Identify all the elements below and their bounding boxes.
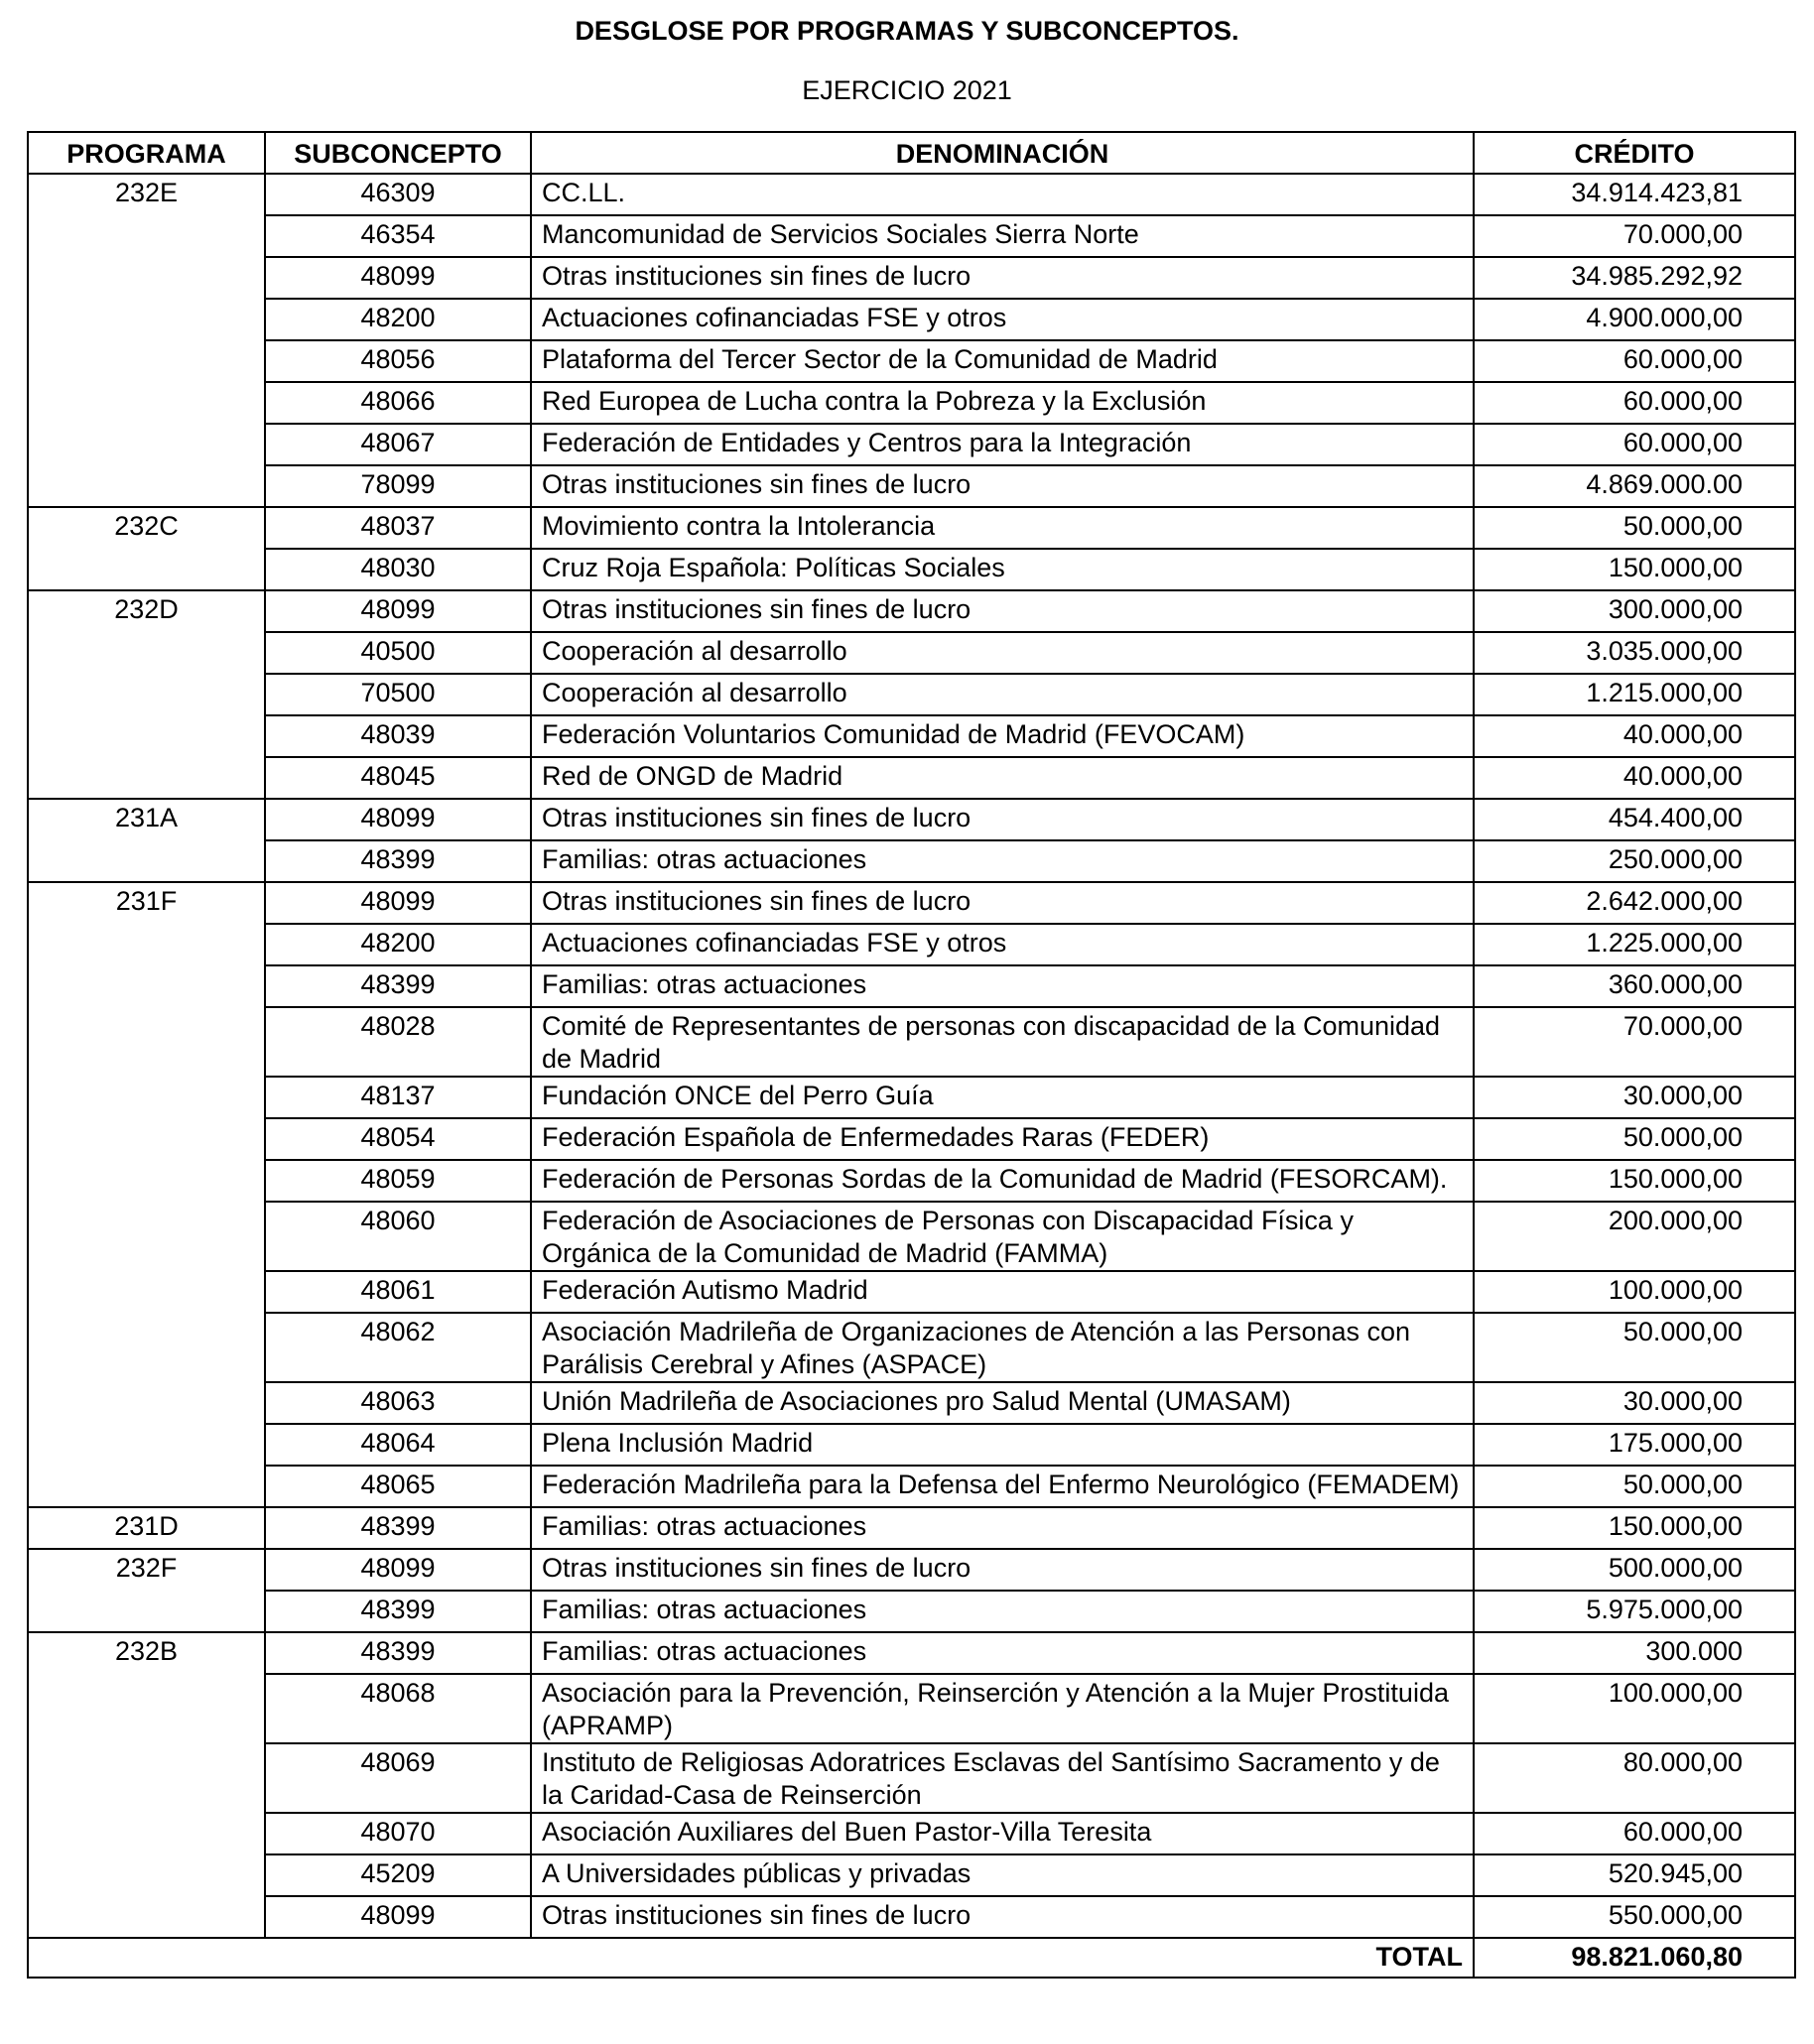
denominacion-cell: Plena Inclusión Madrid — [531, 1424, 1474, 1466]
credito-cell: 150.000,00 — [1474, 1507, 1795, 1549]
programa-cell: 232B — [28, 1632, 265, 1938]
table-row — [28, 1896, 1795, 1938]
page-subtitle: EJERCICIO 2021 — [802, 75, 1012, 105]
denominacion-cell: Otras instituciones sin fines de lucro — [531, 590, 1474, 632]
credito-cell: 500.000,00 — [1474, 1549, 1795, 1591]
denominacion-cell: Federación Voluntarios Comunidad de Madrid (FEVOCAM) — [531, 715, 1474, 757]
subconcepto-cell: 48039 — [265, 715, 531, 757]
credito-cell: 100.000,00 — [1474, 1271, 1795, 1313]
table-row — [28, 465, 1795, 507]
header-denominacion: DENOMINACIÓN — [531, 132, 1474, 174]
credito-cell: 40.000,00 — [1474, 757, 1795, 799]
table-row — [28, 882, 1795, 924]
credito-cell: 300.000,00 — [1474, 590, 1795, 632]
denominacion-cell: Federación de Entidades y Centros para la Integración — [531, 424, 1474, 465]
denominacion-cell: Otras instituciones sin fines de lucro — [531, 1896, 1474, 1938]
table-row — [28, 1854, 1795, 1896]
table-row — [28, 840, 1795, 882]
credito-cell: 360.000,00 — [1474, 965, 1795, 1007]
subconcepto-cell: 48099 — [265, 1549, 531, 1591]
programa-cell: 232F — [28, 1549, 265, 1632]
subconcepto-cell: 46309 — [265, 174, 531, 215]
denominacion-cell: Movimiento contra la Intolerancia — [531, 507, 1474, 549]
credito-cell: 100.000,00 — [1474, 1674, 1795, 1743]
denominacion-cell: Federación Autismo Madrid — [531, 1271, 1474, 1313]
credito-cell: 30.000,00 — [1474, 1077, 1795, 1118]
table-row — [28, 382, 1795, 424]
table-row — [28, 507, 1795, 549]
denominacion-cell: Comité de Representantes de personas con discapacidad de la Comunidad de Madrid — [531, 1007, 1474, 1077]
credito-cell: 520.945,00 — [1474, 1854, 1795, 1896]
credito-cell: 40.000,00 — [1474, 715, 1795, 757]
table-row — [28, 215, 1795, 257]
subconcepto-cell: 48066 — [265, 382, 531, 424]
table-body — [28, 174, 1795, 1938]
programa-cell: 232D — [28, 590, 265, 799]
credito-cell: 550.000,00 — [1474, 1896, 1795, 1938]
table-row — [28, 1632, 1795, 1674]
credito-cell: 4.900.000,00 — [1474, 299, 1795, 340]
denominacion-cell: Mancomunidad de Servicios Sociales Sierra Norte — [531, 215, 1474, 257]
credito-cell: 70.000,00 — [1474, 1007, 1795, 1077]
subconcepto-cell: 48099 — [265, 882, 531, 924]
credito-cell: 250.000,00 — [1474, 840, 1795, 882]
credito-cell: 50.000,00 — [1474, 1466, 1795, 1507]
budget-table — [27, 131, 1796, 1979]
subconcepto-cell: 45209 — [265, 1854, 531, 1896]
table-row — [28, 632, 1795, 674]
table-row — [28, 715, 1795, 757]
credito-cell: 454.400,00 — [1474, 799, 1795, 840]
table-row — [28, 674, 1795, 715]
denominacion-cell: Otras instituciones sin fines de lucro — [531, 799, 1474, 840]
subconcepto-cell: 48067 — [265, 424, 531, 465]
table-row — [28, 1674, 1795, 1743]
subconcepto-cell: 48037 — [265, 507, 531, 549]
credito-cell: 50.000,00 — [1474, 1313, 1795, 1382]
credito-cell: 50.000,00 — [1474, 507, 1795, 549]
table-row — [28, 549, 1795, 590]
denominacion-cell: Asociación Auxiliares del Buen Pastor-Villa Teresita — [531, 1813, 1474, 1854]
subconcepto-cell: 48045 — [265, 757, 531, 799]
credito-cell: 200.000,00 — [1474, 1202, 1795, 1271]
table-row — [28, 1549, 1795, 1591]
table-row — [28, 590, 1795, 632]
denominacion-cell: Red de ONGD de Madrid — [531, 757, 1474, 799]
denominacion-cell: Asociación Madrileña de Organizaciones de Atención a las Personas con Parálisis Cerebral y Afines (ASPACE) — [531, 1313, 1474, 1382]
table-row — [28, 799, 1795, 840]
subconcepto-cell: 48137 — [265, 1077, 531, 1118]
header-credito: CRÉDITO — [1474, 132, 1795, 174]
credito-cell: 1.225.000,00 — [1474, 924, 1795, 965]
subconcepto-cell: 48399 — [265, 1632, 531, 1674]
table-row — [28, 1313, 1795, 1382]
total-row — [28, 1938, 1795, 1978]
credito-cell: 150.000,00 — [1474, 1160, 1795, 1202]
subconcepto-cell: 48061 — [265, 1271, 531, 1313]
page-title: DESGLOSE POR PROGRAMAS Y SUBCONCEPTOS. — [575, 16, 1239, 46]
subconcepto-cell: 48056 — [265, 340, 531, 382]
subconcepto-cell: 48030 — [265, 549, 531, 590]
credito-cell: 70.000,00 — [1474, 215, 1795, 257]
credito-cell: 34.985.292,92 — [1474, 257, 1795, 299]
subconcepto-cell: 48099 — [265, 257, 531, 299]
subconcepto-cell: 40500 — [265, 632, 531, 674]
table-row — [28, 1202, 1795, 1271]
table-row — [28, 340, 1795, 382]
denominacion-cell: Otras instituciones sin fines de lucro — [531, 257, 1474, 299]
denominacion-cell: CC.LL. — [531, 174, 1474, 215]
credito-cell: 80.000,00 — [1474, 1743, 1795, 1813]
denominacion-cell: Familias: otras actuaciones — [531, 1507, 1474, 1549]
header-row — [28, 132, 1795, 174]
denominacion-cell: Fundación ONCE del Perro Guía — [531, 1077, 1474, 1118]
credito-cell: 60.000,00 — [1474, 424, 1795, 465]
denominacion-cell: Federación Madrileña para la Defensa del Enfermo Neurológico (FEMADEM) — [531, 1466, 1474, 1507]
denominacion-cell: Red Europea de Lucha contra la Pobreza y la Exclusión — [531, 382, 1474, 424]
denominacion-cell: Cooperación al desarrollo — [531, 674, 1474, 715]
denominacion-cell: Asociación para la Prevención, Reinserción y Atención a la Mujer Prostituida (APRAMP) — [531, 1674, 1474, 1743]
table-row — [28, 1160, 1795, 1202]
subconcepto-cell: 48068 — [265, 1674, 531, 1743]
credito-cell: 300.000 — [1474, 1632, 1795, 1674]
table-row — [28, 174, 1795, 215]
denominacion-cell: Familias: otras actuaciones — [531, 840, 1474, 882]
credito-cell: 5.975.000,00 — [1474, 1591, 1795, 1632]
denominacion-cell: Actuaciones cofinanciadas FSE y otros — [531, 299, 1474, 340]
credito-cell: 3.035.000,00 — [1474, 632, 1795, 674]
denominacion-cell: Unión Madrileña de Asociaciones pro Salud Mental (UMASAM) — [531, 1382, 1474, 1424]
table-row — [28, 965, 1795, 1007]
credito-cell: 4.869.000.00 — [1474, 465, 1795, 507]
table-row — [28, 1591, 1795, 1632]
subconcepto-cell: 48399 — [265, 1591, 531, 1632]
table-row — [28, 299, 1795, 340]
credito-cell: 30.000,00 — [1474, 1382, 1795, 1424]
subconcepto-cell: 48070 — [265, 1813, 531, 1854]
denominacion-cell: Cooperación al desarrollo — [531, 632, 1474, 674]
table-row — [28, 1813, 1795, 1854]
credito-cell: 175.000,00 — [1474, 1424, 1795, 1466]
denominacion-cell: Actuaciones cofinanciadas FSE y otros — [531, 924, 1474, 965]
table-row — [28, 1507, 1795, 1549]
credito-cell: 60.000,00 — [1474, 1813, 1795, 1854]
subconcepto-cell: 48062 — [265, 1313, 531, 1382]
header-programa: PROGRAMA — [28, 132, 265, 174]
denominacion-cell: Cruz Roja Española: Políticas Sociales — [531, 549, 1474, 590]
table-row — [28, 1271, 1795, 1313]
subconcepto-cell: 48399 — [265, 1507, 531, 1549]
total-value: 98.821.060,80 — [1474, 1938, 1795, 1978]
credito-cell: 2.642.000,00 — [1474, 882, 1795, 924]
subconcepto-cell: 48099 — [265, 1896, 531, 1938]
denominacion-cell: Familias: otras actuaciones — [531, 1632, 1474, 1674]
subconcepto-cell: 48028 — [265, 1007, 531, 1077]
table-row — [28, 757, 1795, 799]
programa-cell: 232E — [28, 174, 265, 507]
table-row — [28, 1743, 1795, 1813]
subconcepto-cell: 48399 — [265, 840, 531, 882]
table-row — [28, 1424, 1795, 1466]
subconcepto-cell: 48200 — [265, 924, 531, 965]
denominacion-cell: Familias: otras actuaciones — [531, 1591, 1474, 1632]
subconcepto-cell: 48065 — [265, 1466, 531, 1507]
subconcepto-cell: 78099 — [265, 465, 531, 507]
denominacion-cell: Otras instituciones sin fines de lucro — [531, 1549, 1474, 1591]
credito-cell: 34.914.423,81 — [1474, 174, 1795, 215]
credito-cell: 60.000,00 — [1474, 340, 1795, 382]
denominacion-cell: Instituto de Religiosas Adoratrices Esclavas del Santísimo Sacramento y de la Caridad-Casa de Reinserción — [531, 1743, 1474, 1813]
subconcepto-cell: 48099 — [265, 799, 531, 840]
total-label: TOTAL — [28, 1938, 1474, 1978]
denominacion-cell: Federación Española de Enfermedades Raras (FEDER) — [531, 1118, 1474, 1160]
credito-cell: 1.215.000,00 — [1474, 674, 1795, 715]
subconcepto-cell: 46354 — [265, 215, 531, 257]
header-subconcepto: SUBCONCEPTO — [265, 132, 531, 174]
credito-cell: 150.000,00 — [1474, 549, 1795, 590]
table-row — [28, 1466, 1795, 1507]
credito-cell: 60.000,00 — [1474, 382, 1795, 424]
denominacion-cell: Otras instituciones sin fines de lucro — [531, 882, 1474, 924]
table-row — [28, 1077, 1795, 1118]
subconcepto-cell: 48200 — [265, 299, 531, 340]
denominacion-cell: Familias: otras actuaciones — [531, 965, 1474, 1007]
subconcepto-cell: 48399 — [265, 965, 531, 1007]
table-row — [28, 424, 1795, 465]
table-row — [28, 1118, 1795, 1160]
denominacion-cell: Otras instituciones sin fines de lucro — [531, 465, 1474, 507]
denominacion-cell: Federación de Personas Sordas de la Comunidad de Madrid (FESORCAM). — [531, 1160, 1474, 1202]
table-row — [28, 1382, 1795, 1424]
table-row — [28, 1007, 1795, 1077]
subconcepto-cell: 48054 — [265, 1118, 531, 1160]
table-row — [28, 257, 1795, 299]
denominacion-cell: Federación de Asociaciones de Personas con Discapacidad Física y Orgánica de la Comunidad de Madrid (FAMMA) — [531, 1202, 1474, 1271]
programa-cell: 231F — [28, 882, 265, 1507]
programa-cell: 231A — [28, 799, 265, 882]
credito-cell: 50.000,00 — [1474, 1118, 1795, 1160]
subconcepto-cell: 48064 — [265, 1424, 531, 1466]
subconcepto-cell: 48099 — [265, 590, 531, 632]
subconcepto-cell: 48063 — [265, 1382, 531, 1424]
subconcepto-cell: 70500 — [265, 674, 531, 715]
denominacion-cell: A Universidades públicas y privadas — [531, 1854, 1474, 1896]
subconcepto-cell: 48059 — [265, 1160, 531, 1202]
denominacion-cell: Plataforma del Tercer Sector de la Comunidad de Madrid — [531, 340, 1474, 382]
subconcepto-cell: 48060 — [265, 1202, 531, 1271]
programa-cell: 232C — [28, 507, 265, 590]
subconcepto-cell: 48069 — [265, 1743, 531, 1813]
programa-cell: 231D — [28, 1507, 265, 1549]
table-row — [28, 924, 1795, 965]
